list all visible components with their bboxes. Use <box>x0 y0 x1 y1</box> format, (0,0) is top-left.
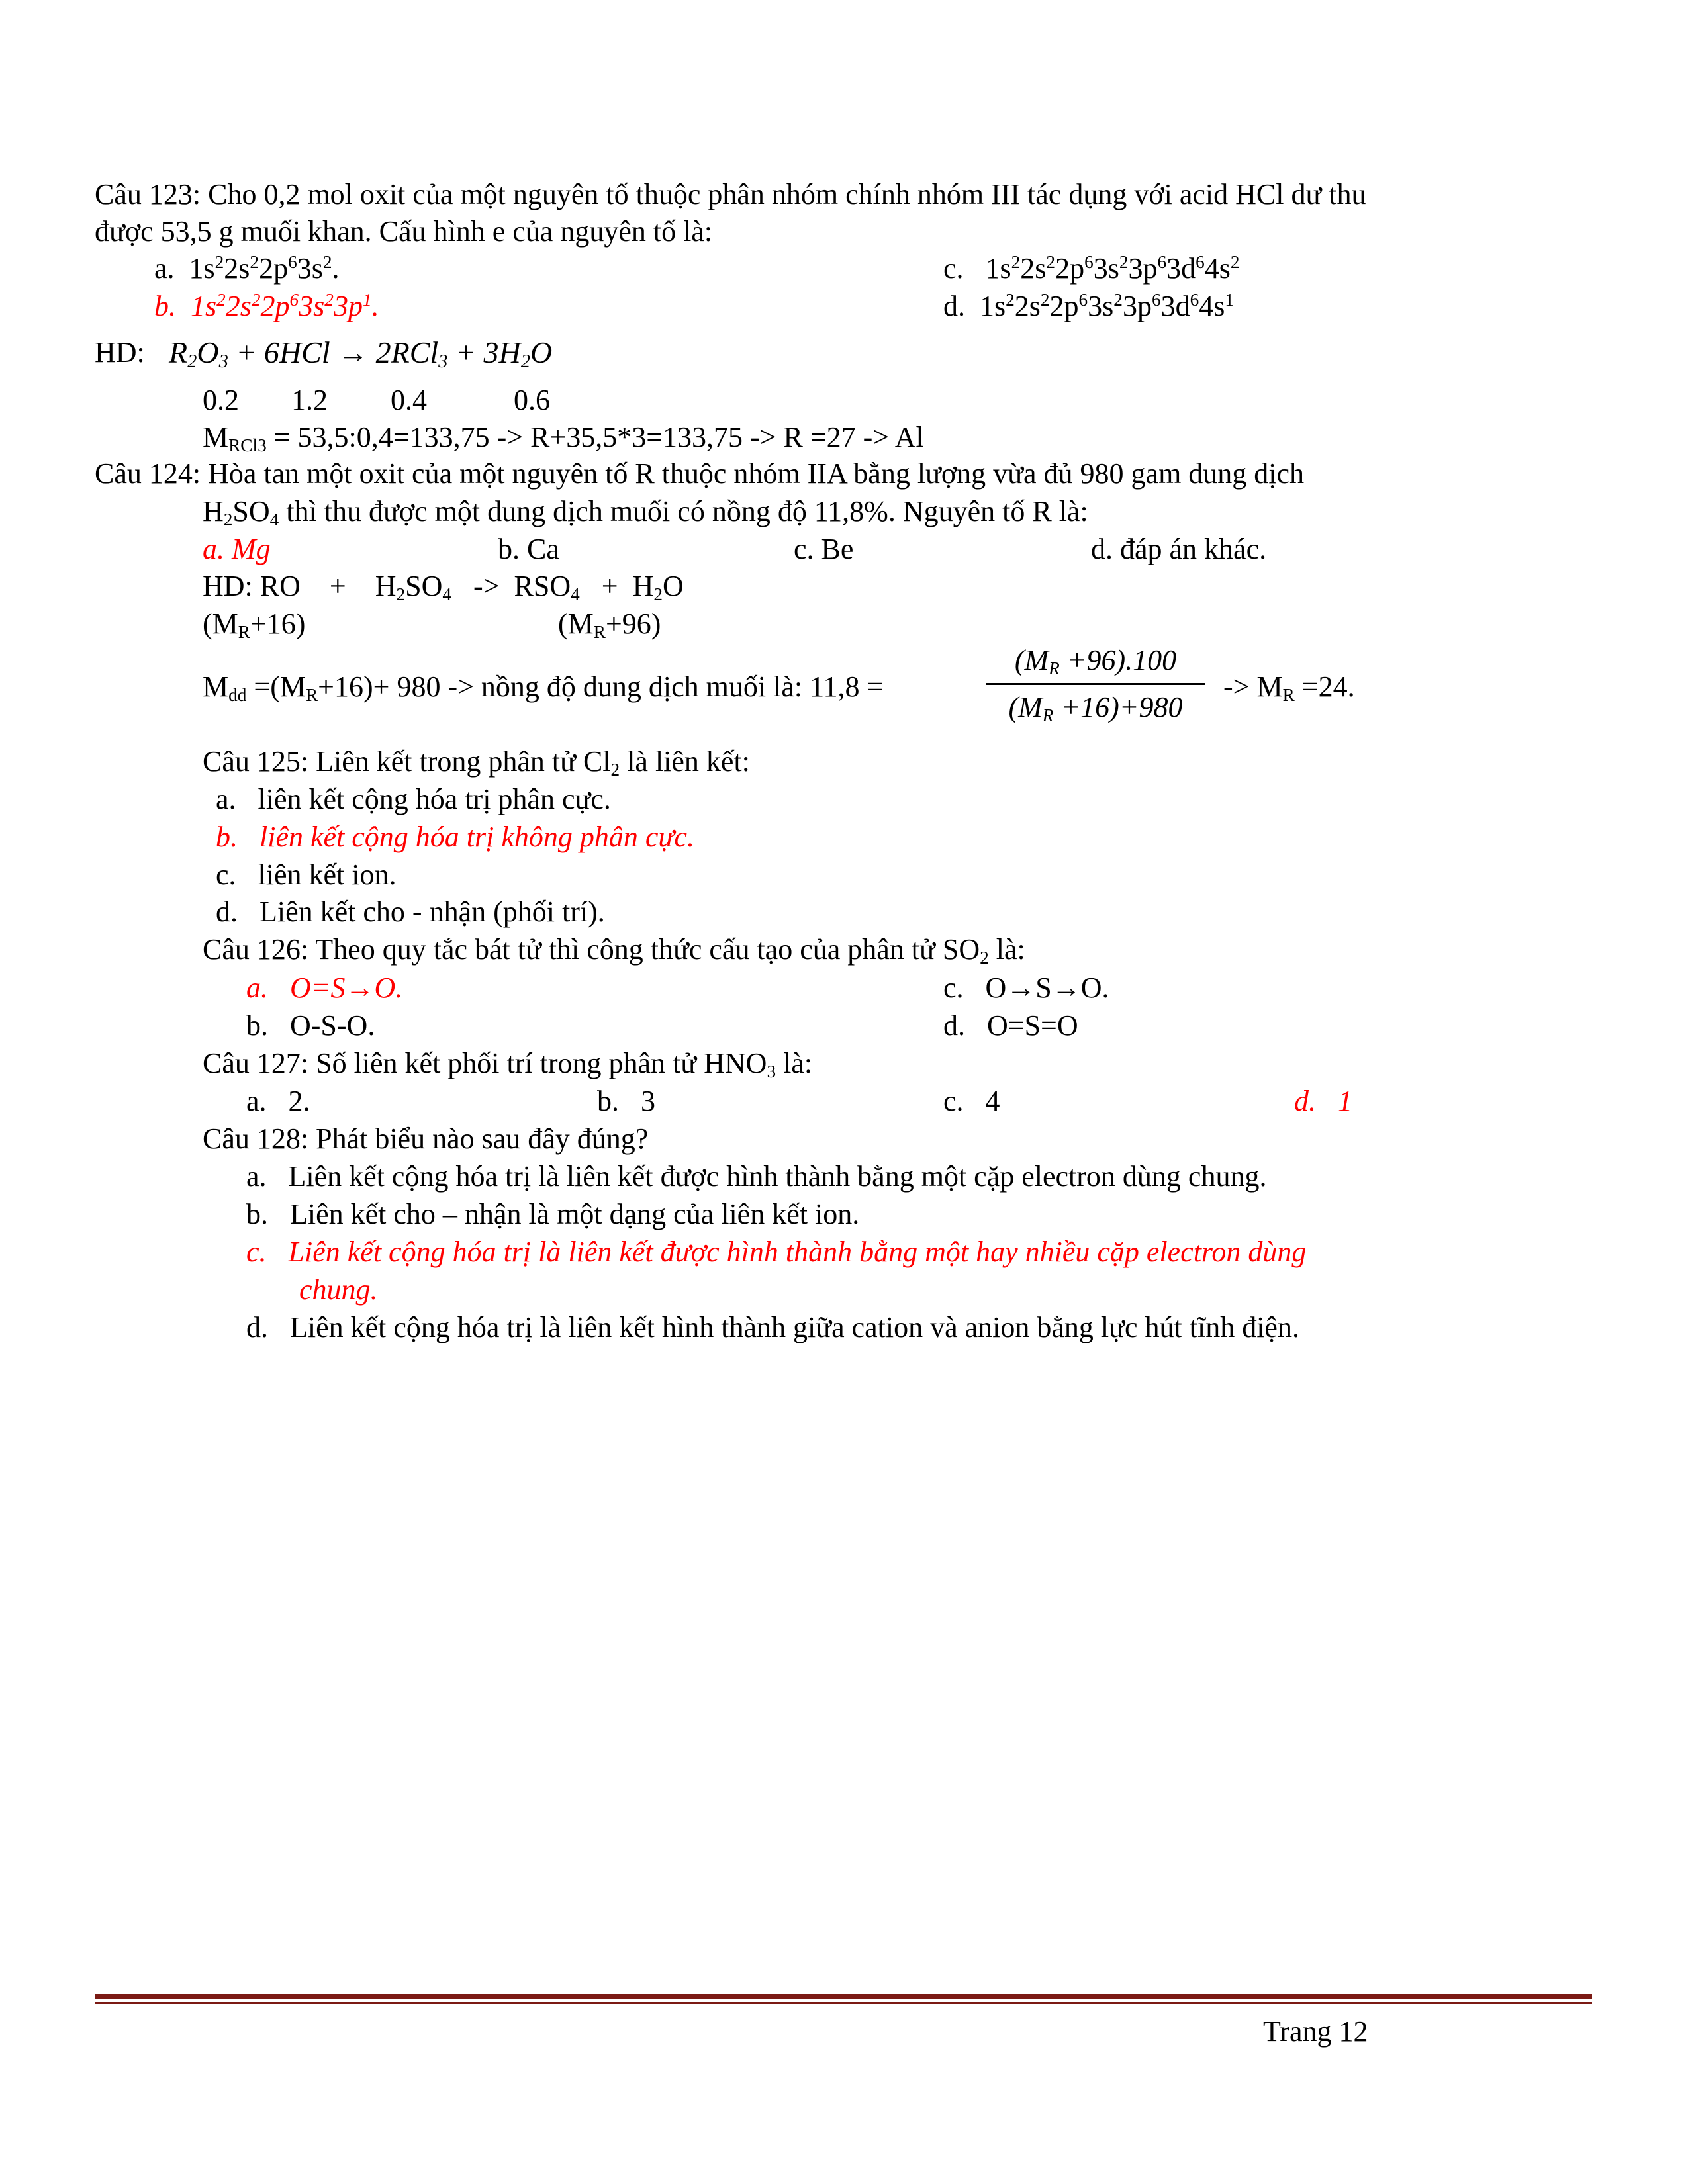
q123-reaction-equation: $R_2O_3 + 6HCl \to 2RCl_3 + 3H_2O$ <box>169 336 553 373</box>
q124-option-a-answer: a. Mg <box>203 533 271 565</box>
option-text: O-S-O. <box>290 1009 375 1042</box>
q126-option-c <box>943 970 1109 1007</box>
option-label: a. <box>246 1160 267 1193</box>
q127-option-d-answer: d. 1 <box>1294 1085 1352 1117</box>
q124-option-d: d. đáp án khác. <box>1091 533 1267 565</box>
eq-plus: + <box>329 570 346 602</box>
option-text: Liên kết cộng hóa trị là liên kết được hình thành bằng một hay nhiều cặp electron dùng <box>288 1236 1307 1268</box>
mdd-rest: +16)+ 980 -> nồng độ dung dịch muối là: 11,8 = <box>318 670 884 703</box>
option-text: O=S=O <box>987 1009 1078 1042</box>
option-label: c. <box>216 858 236 891</box>
q123-calculation <box>203 419 924 456</box>
q128-option-c-answer <box>246 1234 1306 1271</box>
q126-option-d <box>943 1007 1078 1044</box>
q127-option-a: a. 2. <box>246 1085 310 1117</box>
calc-subscript: RCl3 <box>228 435 267 455</box>
q125-stem-text: Câu 125: Liên kết trong phân tử Cl <box>203 745 611 778</box>
q123-option-c: c. $1s^22s^22p^63s^23p^63d^64s^2$ <box>943 252 1240 285</box>
option-text: liên kết cộng hóa trị phân cực. <box>258 783 611 815</box>
calc-symbol: M <box>203 421 229 453</box>
mdd-text: =(M <box>254 670 306 703</box>
fraction-bar <box>986 683 1205 685</box>
q125-option-a <box>216 781 611 818</box>
q124-molar-mass-2: $(M_R+96)$ <box>558 608 661 642</box>
option-text: Liên kết cho - nhận (phối trí). <box>259 895 605 928</box>
option-text: liên kết cộng hóa trị không phân cực. <box>259 821 694 853</box>
q125-option-b-answer <box>216 819 694 856</box>
q127-option-c: c. 4 <box>943 1085 1000 1117</box>
q123-mole-3: 0.4 <box>391 384 427 416</box>
option-label: c. <box>246 1236 267 1268</box>
q128-option-a <box>246 1158 1266 1195</box>
option-label: a. <box>154 252 175 285</box>
q123-mole-2: 1.2 <box>291 384 328 416</box>
option-text: Liên kết cho – nhận là một dạng của liên kết ion. <box>290 1198 860 1230</box>
option-label: b. <box>154 290 176 322</box>
page-number: Trang 12 <box>1263 2015 1368 2048</box>
calc-text: = 53,5:0,4=133,75 -> R+35,5*3=133,75 -> R =27 -> Al <box>273 421 924 453</box>
q124-mdd-line: $M_{dd} =(M_R+16)+ 980$ -> nồng độ dung dịch muối là: 11,8 = <box>203 670 884 705</box>
q127-stem: Câu 127: Số liên kết phối trí trong phân tử $HNO_3$ là: <box>203 1047 813 1081</box>
q124-molar-mass-1: $(M_R+16)$ <box>203 608 306 642</box>
q127-stem-text: Câu 127: Số liên kết phối trí trong phân tử HNO <box>203 1047 767 1079</box>
q126-stem: Câu 126: Theo quy tắc bát tử thì công thức cấu tạo của phân tử $SO_2$ là: <box>203 933 1025 968</box>
q127-option-b: b. 3 <box>597 1085 655 1117</box>
q126-option-a-answer <box>246 970 402 1007</box>
option-label: b. <box>216 821 238 853</box>
option-label: d. <box>943 290 965 322</box>
footer-rule-thin <box>95 2002 1592 2004</box>
q128-stem: Câu 128: Phát biểu nào sau đây đúng? <box>203 1122 649 1155</box>
option-label: a. <box>246 972 268 1004</box>
option-label: b. <box>246 1198 268 1230</box>
q124-stem-line2-text: thì thu được một dung dịch muối có nồng độ 11,8%. Nguyên tố R là: <box>279 495 1088 527</box>
fraction-denominator: $(M_R +16)+980$ <box>1008 691 1183 725</box>
fraction-numerator: $(M_R +96).100$ <box>1014 644 1177 678</box>
footer-rule-thick <box>95 1994 1592 1999</box>
q123-mole-1: 0.2 <box>203 384 239 416</box>
q123-stem-line2: được 53,5 g muối khan. Cấu hình e của nguyên tố là: <box>95 215 713 248</box>
q124-option-c: c. Be <box>794 533 854 565</box>
q124-hd-equation: HD: RO + $H_2SO_4$ -> $RSO_4$ + $H_2O$ <box>203 570 684 604</box>
q124-option-b: b. Ca <box>498 533 559 565</box>
option-label: a. <box>216 783 236 815</box>
option-label: c. <box>943 252 964 285</box>
q125-stem-rest: là liên kết: <box>620 745 750 778</box>
eq-part: HD: RO <box>203 570 301 602</box>
q124-concentration-fraction <box>986 643 1205 725</box>
q125-stem: Câu 125: Liên kết trong phân tử $Cl_2$ là liên kết: <box>203 745 750 780</box>
q127-stem-rest: là: <box>776 1047 813 1079</box>
q128-option-b <box>246 1196 859 1233</box>
q125-option-c <box>216 856 397 893</box>
option-label: c. <box>943 972 964 1004</box>
q128-option-c-continuation: chung. <box>299 1273 378 1306</box>
q124-stem-line1: Câu 124: Hòa tan một oxit của một nguyên tố R thuộc nhóm IIA bằng lượng vừa đủ 980 gam dung dịch <box>95 457 1305 490</box>
q123-hd-label: HD: <box>95 336 145 369</box>
q128-option-d <box>246 1309 1299 1346</box>
eq-plus-2: + <box>601 570 618 602</box>
option-label: d. <box>216 895 238 928</box>
option-text: Liên kết cộng hóa trị là liên kết hình thành giữa cation và anion bằng lực hút tĩnh điện. <box>290 1311 1299 1343</box>
q123-option-b-answer: b. $1s^22s^22p^63s^23p^1$. <box>154 290 379 322</box>
q126-stem-rest: là: <box>988 933 1025 966</box>
option-label: d. <box>246 1311 268 1343</box>
option-text: liên kết ion. <box>258 858 397 891</box>
q126-option-b <box>246 1007 375 1044</box>
q123-mole-4: 0.6 <box>514 384 550 416</box>
q124-result: -> $M_R =24$. <box>1223 670 1355 705</box>
q123-stem-line1: Câu 123: Cho 0,2 mol oxit của một nguyên tố thuộc phân nhóm chính nhóm III tác dụng với acid HCl dư thu <box>95 178 1366 210</box>
q124-stem-line2: $H_2SO_4$ thì thu được một dung dịch muối có nồng độ 11,8%. Nguyên tố R là: <box>203 495 1088 529</box>
option-label: d. <box>943 1009 965 1042</box>
q126-stem-text: Câu 126: Theo quy tắc bát tử thì công thức cấu tạo của phân tử SO <box>203 933 980 966</box>
option-label: b. <box>246 1009 268 1042</box>
eq-arrow: -> <box>473 570 500 602</box>
q125-option-d <box>216 893 605 931</box>
q123-option-d: d. $1s^22s^22p^63s^23p^63d^64s^1$ <box>943 290 1234 322</box>
option-text: Liên kết cộng hóa trị là liên kết được hình thành bằng một cặp electron dùng chung. <box>288 1160 1267 1193</box>
option-text: O=S→O. <box>290 972 403 1004</box>
q123-option-a: a. $1s^22s^22p^63s^2$. <box>154 252 340 285</box>
option-text: O→S→O. <box>985 972 1109 1004</box>
result-text: -> M <box>1223 670 1283 703</box>
result-value: =24. <box>1301 670 1355 703</box>
